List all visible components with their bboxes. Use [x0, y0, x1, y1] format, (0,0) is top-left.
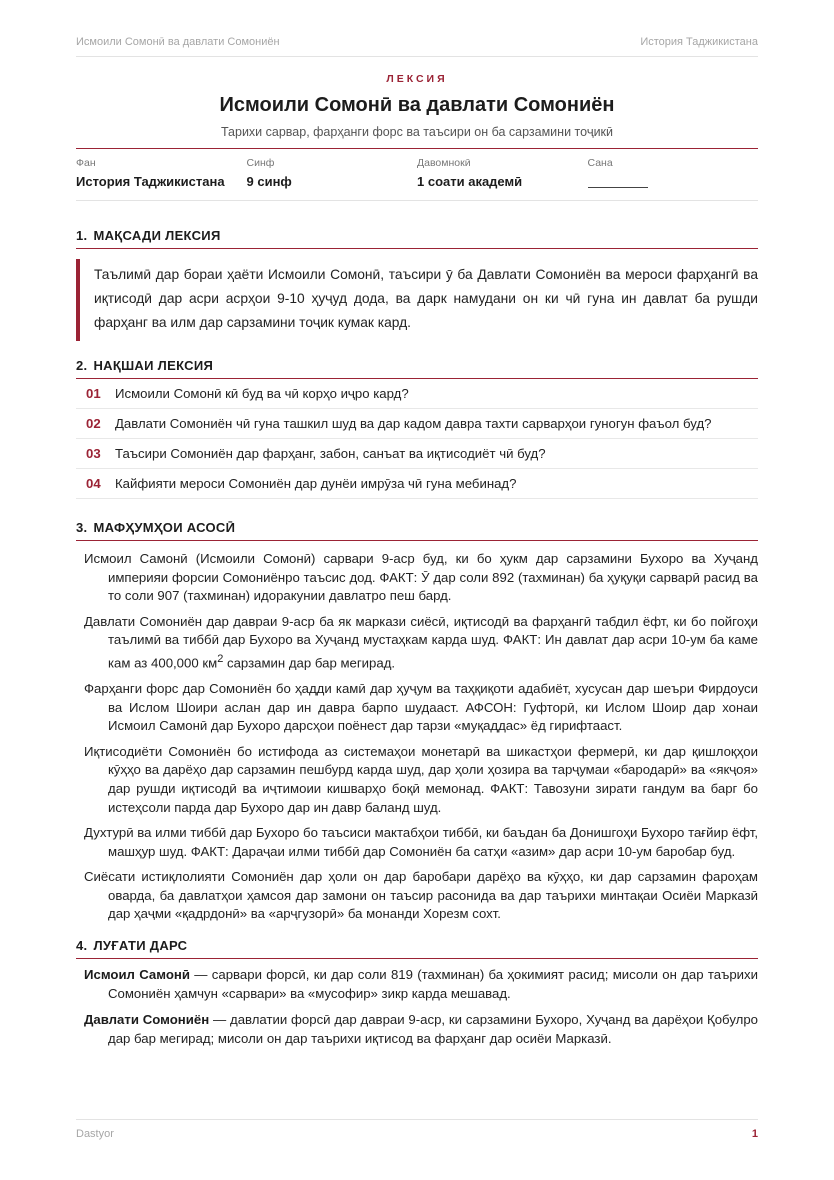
- date-blank-line: [588, 174, 648, 188]
- superscript: 2: [217, 652, 224, 665]
- section-heading-vocabulary: [76, 938, 758, 959]
- meta-label: Сана: [587, 157, 613, 169]
- concept-paragraph: [76, 680, 758, 736]
- vocabulary-entry: [76, 965, 758, 1003]
- plan-item: [76, 469, 758, 499]
- running-header: [76, 0, 758, 57]
- plan-item: [76, 439, 758, 469]
- page-title: Исмоили Сомонӣ ва давлати Сомониён: [219, 94, 615, 116]
- meta-date: [588, 157, 759, 191]
- vocabulary-list: [76, 965, 758, 1048]
- concepts-list: [76, 550, 758, 924]
- plan-item-number: 01: [86, 386, 101, 401]
- concept-paragraph: [76, 743, 758, 817]
- meta-label: Синф: [246, 157, 275, 169]
- section-number: 1.: [76, 228, 88, 243]
- concept-text-tail: сарзамин дар бар мегирад.: [223, 655, 396, 671]
- meta-label: Давомнокӣ: [417, 157, 471, 169]
- plan-item: [76, 379, 758, 409]
- plan-item: [76, 409, 758, 439]
- section-number: 4.: [76, 938, 88, 954]
- footer-brand: Dastyor: [76, 1128, 114, 1140]
- concept-text: Давлати Сомониён дар давраи 9-аср ба як маркази сиёсӣ, иқтисодӣ ва фарҳангӣ табдил ёфт, ки бо пойгоҳи таълимӣ ва тиббӣ дар Бухоро ва Хуҷанд мустаҳкам карда шуд. ФАКТ: Ин давлат дар асри 10-ум ба каме кам аз 400,000 км: [84, 613, 758, 671]
- section-heading-concepts: [76, 520, 758, 541]
- page-number: 1: [751, 1128, 758, 1140]
- page-footer: [76, 1119, 758, 1140]
- meta-value: [588, 174, 759, 191]
- section-title-text: НАҚШАИ ЛЕКСИЯ: [93, 358, 214, 373]
- vocabulary-definition: — давлатии форсӣ дар давраи 9-аср, ки сарзамини Бухоро, Хуҷанд ва дарёҳои Қобулро дар бар мегирад; мисоли он дар таърихи иқтисод ва фарҳанг дар осиёи Марказӣ.: [108, 1012, 758, 1047]
- plan-item-number: 02: [86, 416, 101, 431]
- plan-item-text: Исмоили Сомонӣ кӣ буд ва чӣ корҳо иҷро кард?: [115, 386, 409, 401]
- concept-paragraph: [76, 868, 758, 924]
- section-title-text: ЛУҒАТИ ДАРС: [93, 938, 188, 954]
- meta-table: [76, 148, 758, 201]
- section-number: 2.: [76, 358, 88, 373]
- concept-paragraph: [76, 613, 758, 673]
- page-subtitle: Тарихи сарвар, фарҳанги форс ва таъсири он ба сарзамини тоҷикӣ: [220, 125, 614, 139]
- plan-item-text: Давлати Сомониён чӣ гуна ташкил шуд ва дар кадом давра тахти сарварҳои гуногун фаъол буд?: [115, 416, 712, 431]
- plan-item-number: 03: [86, 446, 101, 461]
- document-kicker: ЛЕКСИЯ: [386, 73, 448, 85]
- plan-item-number: 04: [86, 476, 101, 491]
- plan-item-text: Кайфияти мероси Сомониён дар дунёи имрӯза чӣ гуна мебинад?: [115, 476, 517, 491]
- meta-value: 9 синф: [246, 174, 292, 189]
- vocabulary-definition: — сарвари форсӣ, ки дар соли 819 (тахминан) ба ҳокимият расид; мисоли он дар таърихи Сомониён ҳамчун «сарвари» ва «мусофир» зикр карда мешавад.: [108, 967, 759, 1002]
- plan-list: [76, 379, 758, 499]
- vocabulary-term: Исмоил Самонӣ: [84, 967, 190, 983]
- concept-text: Иқтисодиёти Сомониён бо истифода аз системаҳои монетарӣ ва шикастҳои фермерӣ, ки дар қишлоқҳои кӯҳҳо ва дарёҳо дар сарзамин пешбурд карда шуд, дар ҳоли ҳозира ва тарҷумаи «бародарӣ» ва «якҷоя» дар рушди иқтисодӣ ва иҷтимоии кишварҳо боқӣ мемонад. ФАКТ: Тавозуни зирати гандум ва барг бо истеҳсоли парда дар Бухоро дар ин давр баланд шуд.: [84, 743, 758, 815]
- running-header-subject: История Таджикистана: [640, 36, 758, 48]
- meta-duration: [417, 157, 588, 191]
- section-number: 3.: [76, 520, 88, 535]
- concept-text: Фарҳанги форс дар Сомониён бо ҳадди камӣ дар ҳуҷум ва таҳқиқоти адабиёт, хусусан дар шеъри Фирдоуси ва Ислом Шоири аслан дар ин давра барпо шудааст. АФСОН: Гуфторӣ, ки Ислом Шоир дар хонаи Исмоил Самонӣ дар Бухоро дарсҳои поёнест дар тарзи «муқаддас» ёд гирифтааст.: [84, 680, 758, 734]
- section-title-text: МАФҲУМҲОИ АСОСӢ: [93, 520, 236, 535]
- meta-label: Фан: [76, 157, 96, 169]
- meta-value: 1 соати академӣ: [417, 174, 523, 189]
- concept-paragraph: [76, 824, 758, 861]
- section-title-text: МАҚСАДИ ЛЕКСИЯ: [93, 228, 221, 243]
- vocabulary-entry: [76, 1010, 758, 1048]
- concept-text: Сиёсати истиқлолияти Сомониён дар ҳоли он дар баробари дарёҳо ва кӯҳҳо, ки дар сарзамин фароҳам оварда, ба давлатҳои ҳамсоя дар замони он таъсир расонида ва дар таърихи минтақаи Осиёи Марказӣ дар ҳаҷми «қадрдонӣ» ва «арҷгузорӣ» ба монанди Хорезм сохт.: [84, 869, 758, 922]
- concept-paragraph: [76, 550, 758, 606]
- plan-item-text: Таъсири Сомониён дар фарҳанг, забон, санъат ва иқтисодиёт чӣ буд?: [115, 446, 546, 461]
- section-heading-objective: [76, 228, 758, 249]
- section-heading-plan: [76, 358, 758, 379]
- meta-subject: [76, 157, 247, 191]
- objective-callout: Таълимӣ дар бораи ҳаёти Исмоили Сомонӣ, таъсири ӯ ба Давлати Сомониён ва мероси фарҳангӣ ва иқтисодӣ дар асри асрҳои 9-10 ҳуҷуд дода, ва дарк намудани он ки чӣ гуна ин давлат ба рушди фарҳанг ва илм дар сарзамини тоҷик кумак кард.: [76, 259, 758, 341]
- concept-text: Духтурӣ ва илми тиббӣ дар Бухоро бо таъсиси мактабҳои тиббӣ, ки баъдан ба Донишгоҳи Бухоро тағйир ёфт, машҳур шуд. ФАКТ: Дараҷаи илми тиббӣ дар Сомониён ба сатҳи «азим» дар асри 10-ум баробар буд.: [84, 825, 758, 859]
- concept-text: Исмоил Самонӣ (Исмоили Сомонӣ) сарвари 9-аср буд, ки бо ҳукм дар сарзамини Бухоро ва Хуҷанд империяи форсии Сомониёнро таъсис дод. ФАКТ: Ӯ дар соли 892 (тахминан) ба ҳуқуқи сарварӣ расид ва то соли 907 (тахминан) идоракунии давлатро пеш бард.: [84, 551, 758, 604]
- running-header-title: Исмоили Сомонӣ ва давлати Сомониён: [76, 36, 280, 48]
- meta-value: История Таджикистана: [76, 174, 225, 189]
- vocabulary-term: Давлати Сомониён: [84, 1012, 210, 1028]
- meta-grade: [247, 157, 418, 191]
